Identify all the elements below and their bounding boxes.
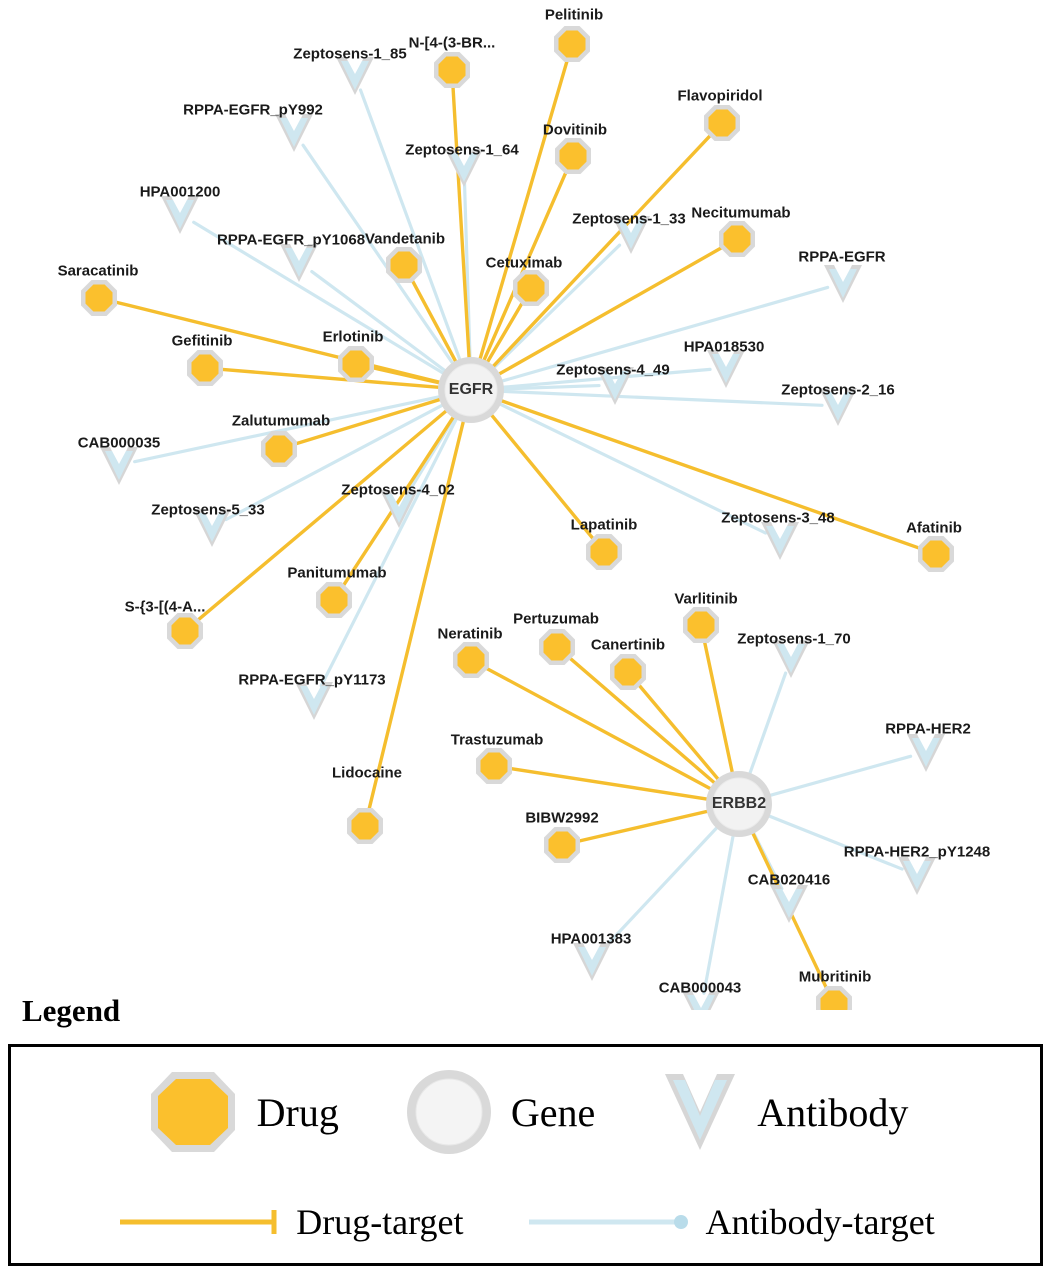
drug-node-label: Dovitinib — [542, 121, 608, 139]
antibody-node[interactable] — [775, 889, 803, 918]
drug-node-label: N-[4-(3-BR... — [408, 34, 496, 52]
antibody-node-label: HPA001200 — [139, 183, 221, 201]
legend-label-antibody-target: Antibody-target — [705, 1202, 935, 1242]
edge-drug-target — [494, 247, 723, 377]
antibody-node-label: CAB000043 — [658, 979, 742, 997]
edge-drug-target — [496, 399, 921, 549]
edge-antibody-target — [763, 814, 902, 869]
drug-node[interactable] — [544, 634, 571, 661]
drug-node[interactable] — [266, 436, 293, 463]
drug-node-label: Vandetanib — [364, 230, 446, 248]
antibody-target-edge-icon — [525, 1205, 695, 1239]
antibody-node[interactable] — [617, 220, 645, 249]
antibody-node[interactable] — [166, 200, 194, 229]
edge-drug-target — [478, 59, 567, 365]
antibody-node-label: Zeptosens-1_33 — [572, 210, 686, 228]
drug-node-label: Trastuzumab — [450, 731, 544, 749]
drug-node[interactable] — [559, 31, 586, 58]
drug-node-label: Pelitinib — [544, 6, 604, 24]
antibody-node-label: RPPA-HER2 — [885, 720, 971, 738]
antibody-node-label: Zeptosens-3_48 — [721, 509, 835, 527]
antibody-icon — [657, 1064, 743, 1160]
legend-title: Legend — [22, 993, 121, 1028]
drug-node[interactable] — [458, 647, 485, 674]
antibody-node-label: RPPA-EGFR_pY1068 — [216, 231, 366, 249]
edge-antibody-target — [704, 830, 734, 994]
drug-node[interactable] — [352, 813, 379, 840]
antibody-node-label: Zeptosens-4_49 — [556, 361, 670, 379]
edge-drug-target — [489, 135, 711, 371]
antibody-node[interactable] — [903, 861, 931, 890]
gene-node-label: EGFR — [448, 381, 494, 398]
edge-drug-target — [638, 684, 722, 784]
antibody-node-label: HPA018530 — [683, 338, 765, 356]
drug-node-label: Zalutumumab — [231, 412, 331, 430]
antibody-node[interactable] — [578, 947, 606, 976]
gene-icon — [401, 1064, 497, 1160]
drug-node[interactable] — [923, 541, 950, 568]
antibody-node[interactable] — [824, 392, 852, 421]
antibody-node-label: RPPA-EGFR_pY992 — [183, 101, 323, 119]
antibody-node-label: RPPA-HER2_pY1248 — [843, 843, 991, 861]
drug-node-label: Pertuzumab — [513, 610, 599, 628]
antibody-node-label: Zeptosens-2_16 — [781, 381, 895, 399]
edge-antibody-target — [312, 272, 450, 375]
drug-node[interactable] — [172, 618, 199, 645]
legend-label-drug-target: Drug-target — [296, 1202, 464, 1242]
drug-node[interactable] — [86, 285, 113, 312]
drug-node-label: Canertinib — [590, 636, 666, 654]
gene-node[interactable] — [445, 364, 497, 416]
edge-antibody-target — [496, 287, 828, 382]
drug-node[interactable] — [192, 355, 219, 382]
antibody-node-label: Zeptosens-4_02 — [341, 481, 455, 499]
antibody-node[interactable] — [341, 61, 369, 90]
antibody-node[interactable] — [280, 118, 308, 147]
drug-node-label: Necitumumab — [691, 204, 791, 222]
drug-node[interactable] — [439, 57, 466, 84]
antibody-node-label: Zeptosens-1_85 — [293, 45, 407, 63]
edge-drug-target — [578, 810, 714, 842]
drug-node-label: Varlitinib — [674, 590, 738, 608]
edge-antibody-target — [497, 391, 822, 405]
drug-node[interactable] — [591, 539, 618, 566]
legend-item-gene — [401, 1064, 595, 1160]
antibody-node-label: Zeptosens-1_64 — [405, 141, 519, 159]
edge-drug-target — [704, 641, 733, 779]
drug-node-label: Panitumumab — [287, 564, 387, 582]
drug-node-label: S-{3-[(4-A... — [124, 598, 206, 616]
antibody-node-label: CAB000035 — [77, 434, 161, 452]
drug-node[interactable] — [615, 659, 642, 686]
antibody-node-label: HPA001383 — [550, 930, 632, 948]
edge-drug-target — [294, 398, 446, 445]
legend-edge-types — [11, 1179, 1040, 1265]
drug-node-label: Gefitinib — [171, 332, 233, 350]
antibody-node[interactable] — [829, 269, 857, 298]
legend-box — [8, 1044, 1043, 1266]
edge-antibody-target — [361, 90, 462, 366]
antibody-node[interactable] — [777, 644, 805, 673]
edge-antibody-target — [603, 823, 721, 949]
drug-node-label: Lapatinib — [570, 516, 638, 534]
drug-node[interactable] — [549, 832, 576, 859]
drug-node-label: BIBW2992 — [525, 809, 599, 827]
drug-node[interactable] — [481, 753, 508, 780]
antibody-node[interactable] — [285, 248, 313, 277]
drug-node-label: Afatinib — [906, 519, 962, 537]
antibody-node-label: RPPA-EGFR — [798, 248, 886, 266]
nodes-layer — [81, 26, 954, 1010]
drug-node-label: Neratinib — [437, 625, 503, 643]
antibody-node-label: Zeptosens-1_70 — [737, 630, 851, 648]
legend-label-drug: Drug — [256, 1089, 339, 1135]
drug-node-label: Mubritinib — [798, 968, 872, 986]
gene-node-label: ERBB2 — [711, 795, 767, 812]
antibody-node[interactable] — [450, 153, 478, 182]
antibody-node-label: CAB020416 — [747, 871, 831, 889]
antibody-node-label: Zeptosens-5_33 — [151, 501, 265, 519]
drug-node[interactable] — [560, 143, 587, 170]
gene-node[interactable] — [713, 778, 765, 830]
edge-antibody-target — [748, 673, 786, 779]
drug-node-label: Flavopiridol — [677, 87, 763, 105]
edges-layer — [115, 59, 921, 993]
drug-node[interactable] — [724, 226, 751, 253]
antibody-node[interactable] — [198, 513, 226, 542]
drug-node[interactable] — [709, 110, 736, 137]
antibody-node[interactable] — [712, 354, 740, 383]
antibody-node[interactable] — [300, 686, 328, 715]
antibody-node[interactable] — [766, 526, 794, 555]
edge-drug-target — [221, 369, 445, 388]
legend-node-types — [11, 1047, 1040, 1177]
antibody-node[interactable] — [105, 451, 133, 480]
legend-label-antibody: Antibody — [757, 1089, 909, 1135]
edge-antibody-target — [321, 413, 459, 686]
legend-item-antibody-target — [525, 1201, 934, 1243]
legend-label-gene: Gene — [510, 1089, 596, 1135]
edge-drug-target — [487, 410, 593, 540]
drug-node[interactable] — [343, 351, 370, 378]
drug-target-edge-icon — [116, 1205, 286, 1239]
legend-item-antibody — [657, 1064, 908, 1160]
drug-node-label: Erlotinib — [322, 328, 384, 346]
legend-item-drug — [143, 1064, 339, 1160]
drug-icon — [143, 1064, 243, 1160]
antibody-node-label: RPPA-EGFR_pY1173 — [238, 671, 386, 689]
drug-node-label: Saracatinib — [57, 262, 139, 280]
edge-drug-target — [343, 412, 457, 587]
drug-node-label: Cetuximab — [485, 254, 563, 272]
drug-node[interactable] — [518, 275, 545, 302]
drug-node[interactable] — [321, 587, 348, 614]
antibody-node-halo — [682, 991, 720, 1010]
edge-antibody-target — [764, 756, 911, 797]
drug-node[interactable] — [688, 612, 715, 639]
antibody-node[interactable] — [912, 738, 940, 767]
drug-node[interactable] — [391, 252, 418, 279]
drug-node-label: Lidocaine — [331, 764, 403, 782]
legend-item-drug-target — [116, 1201, 463, 1243]
